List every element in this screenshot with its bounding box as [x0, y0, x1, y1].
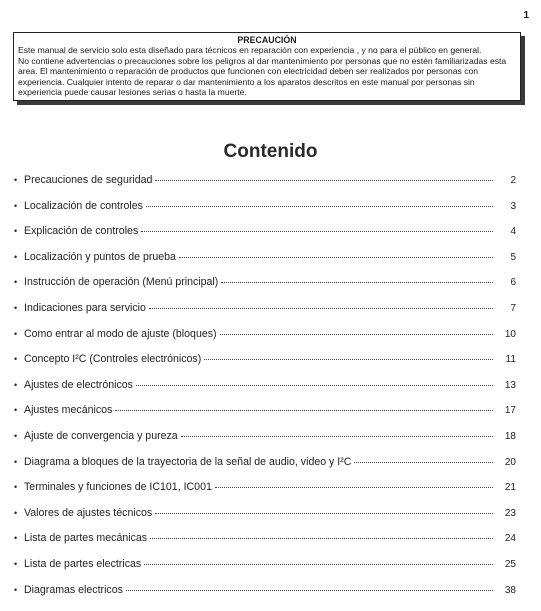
- page-number: 1: [523, 10, 529, 21]
- toc-item-page: 2: [510, 175, 516, 186]
- toc-item-label: Localización de controles: [24, 199, 143, 212]
- toc-item-label: Valores de ajustes técnicos: [24, 506, 153, 519]
- bullet-icon: •: [14, 251, 18, 262]
- toc-item-electrical-parts[interactable]: [14, 558, 516, 584]
- bullet-icon: •: [14, 226, 18, 237]
- toc-item-test-points[interactable]: [14, 251, 516, 277]
- toc-item-label: Ajustes de electrónicos: [24, 378, 133, 391]
- dot-leader: [179, 257, 493, 258]
- toc-item-page: 13: [504, 379, 516, 391]
- warning-box: [13, 32, 521, 101]
- toc-item-technical-values[interactable]: [14, 507, 516, 533]
- bullet-icon: •: [14, 584, 18, 595]
- toc-item-label: Indicaciones para servicio: [24, 301, 146, 314]
- toc-item-terminals-functions[interactable]: [14, 481, 516, 507]
- toc-item-label: Explicación de controles: [24, 225, 139, 238]
- toc-item-mechanical-adjustments[interactable]: [14, 404, 516, 430]
- bullet-icon: •: [14, 277, 18, 288]
- toc-item-page: 4: [510, 226, 516, 238]
- warning-section: [13, 32, 521, 101]
- bullet-icon: •: [14, 200, 18, 211]
- toc-title: Contenido: [223, 141, 318, 162]
- toc-item-label: Localización y puntos de prueba: [24, 250, 176, 263]
- dot-leader: [144, 564, 493, 565]
- bullet-icon: •: [14, 456, 18, 467]
- toc-item-label: Ajustes mecánicos: [24, 404, 113, 417]
- bullet-icon: •: [14, 354, 18, 365]
- toc-item-page: 20: [504, 456, 516, 468]
- toc-item-page: 17: [504, 405, 516, 417]
- dot-leader: [204, 359, 493, 360]
- toc-item-page: 25: [504, 558, 516, 570]
- bullet-icon: •: [14, 430, 18, 441]
- toc-item-label: Instrucción de operación (Menú principal): [24, 276, 219, 289]
- bullet-icon: •: [14, 558, 18, 569]
- dot-leader: [141, 231, 493, 232]
- bullet-icon: •: [14, 175, 18, 185]
- toc-item-label: Concepto I²C (Controles electrónicos): [24, 353, 202, 366]
- dot-leader: [221, 282, 493, 283]
- toc-item-page: 38: [504, 584, 516, 596]
- toc-item-label: Diagrama a bloques de la trayectoria de la señal de audio, video y I²C: [24, 455, 352, 468]
- warning-paragraph-1: Este manual de servicio solo esta diseñado para técnicos en reparación con experiencia , y no para el público en general.: [18, 45, 482, 56]
- toc-item-label: Precauciones de seguridad: [24, 174, 153, 186]
- dot-leader: [150, 538, 493, 539]
- bullet-icon: •: [14, 328, 18, 339]
- toc-item-page: 6: [510, 277, 516, 289]
- warning-paragraph-2: No contiene advertencias o precauciones sobre los peligros al dar mantenimiento por personas que no estén familiarizadas esta area. El mantenimiento o reparación de productos que funcionen con electricidad deben ser realizados por personas con experiencia. Cualquier intento de reparar o dar mantenimiento a los aparatos descritos en este manual por personas sin experiencia puede causar lesiones serias o hasta la muerte.: [18, 55, 507, 98]
- dot-leader: [126, 590, 493, 591]
- bullet-icon: •: [14, 302, 18, 313]
- toc-item-page: 3: [510, 200, 516, 212]
- dot-leader: [136, 385, 493, 386]
- toc-item-block-diagram[interactable]: [14, 456, 516, 482]
- toc-item-label: Ajuste de convergencia y pureza: [24, 429, 178, 442]
- toc-item-service-indications[interactable]: [14, 302, 516, 328]
- toc-item-mechanical-parts[interactable]: [14, 532, 516, 558]
- toc-item-convergence-purity[interactable]: [14, 430, 516, 456]
- bullet-icon: •: [14, 507, 18, 518]
- toc-item-page: 10: [504, 328, 516, 340]
- toc-item-page: 7: [510, 302, 516, 314]
- warning-title: PRECAUCIÓN: [237, 35, 297, 45]
- toc-item-label: Diagramas electricos: [24, 583, 123, 596]
- toc-item-label: Lista de partes electricas: [24, 557, 142, 570]
- bullet-icon: •: [14, 482, 18, 493]
- toc-item-page: 24: [504, 533, 516, 545]
- toc-item-control-explanation[interactable]: [14, 225, 516, 251]
- toc-item-label: Como entrar al modo de ajuste (bloques): [24, 327, 217, 340]
- dot-leader: [155, 180, 493, 181]
- dot-leader: [215, 487, 493, 488]
- toc-item-i2c-concept[interactable]: [14, 353, 516, 379]
- dot-leader: [149, 308, 493, 309]
- dot-leader: [155, 513, 493, 514]
- toc-item-electronic-adjustments[interactable]: [14, 379, 516, 405]
- toc-item-operation-instructions[interactable]: [14, 276, 516, 302]
- toc-item-page: 18: [504, 430, 516, 442]
- bullet-icon: •: [14, 379, 18, 390]
- toc-item-safety[interactable]: [14, 174, 516, 200]
- toc-item-page: 11: [505, 354, 516, 366]
- dot-leader: [354, 462, 493, 463]
- toc-item-label: Lista de partes mecánicas: [24, 532, 148, 545]
- toc-item-page: 23: [504, 507, 516, 519]
- bullet-icon: •: [14, 405, 18, 416]
- dot-leader: [146, 206, 493, 207]
- toc-item-page: 21: [504, 482, 516, 494]
- toc-item-electrical-diagrams[interactable]: [14, 584, 516, 610]
- toc-item-control-location[interactable]: [14, 200, 516, 226]
- toc-item-adjustment-mode[interactable]: [14, 328, 516, 354]
- toc-item-label: Terminales y funciones de IC101, IC001: [24, 481, 212, 494]
- bullet-icon: •: [14, 533, 18, 544]
- dot-leader: [115, 410, 493, 411]
- dot-leader: [220, 334, 493, 335]
- dot-leader: [181, 436, 493, 437]
- toc-item-page: 5: [510, 251, 516, 263]
- toc-list: [14, 174, 516, 609]
